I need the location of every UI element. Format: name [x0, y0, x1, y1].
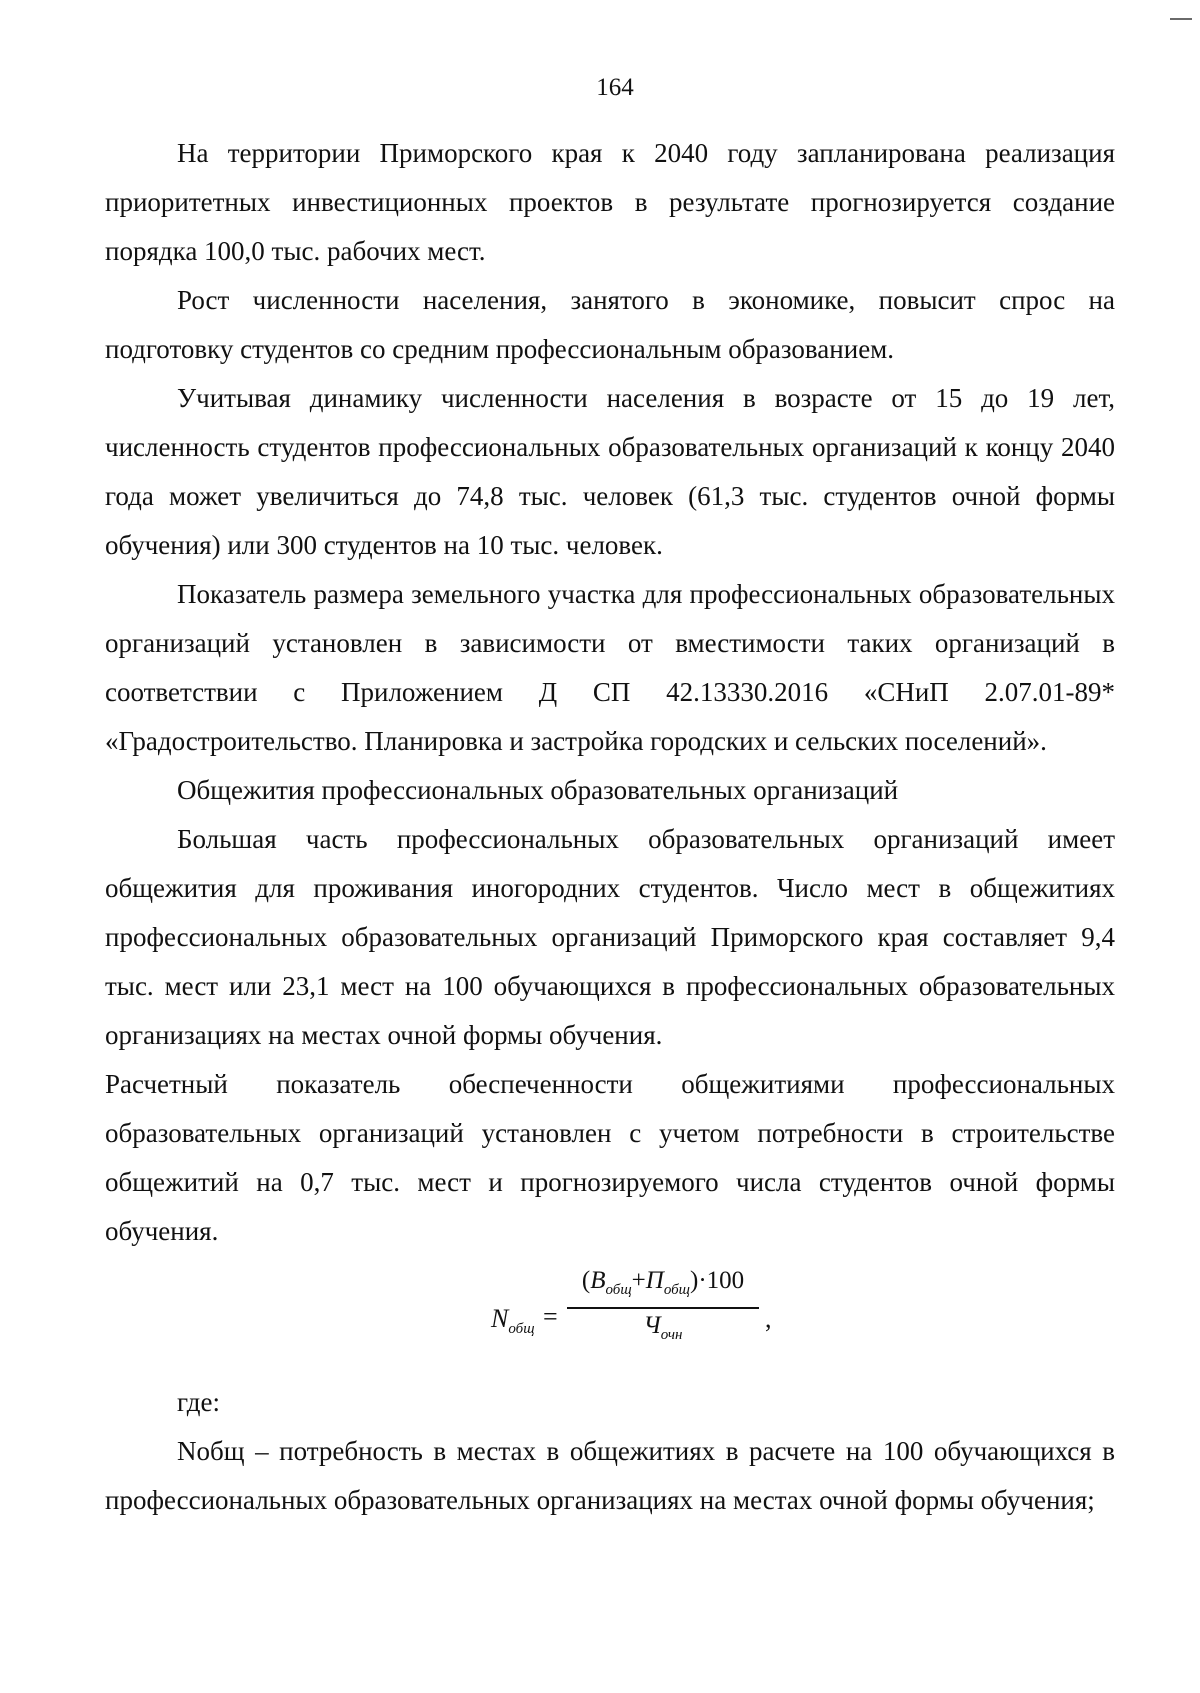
paragraph-investment-projects: На территории Приморского края к 2040 году запланирована реализация приоритетных инвестиционных проектов в результате прогнозируется создание порядка 100,0 тыс. рабочих мест. [105, 138, 1115, 266]
definition-symbol: Nобщ [177, 1436, 245, 1466]
formula-denominator: $Ч_{очн}$ [643, 1311, 683, 1343]
paragraph-student-dynamics: Учитывая динамику численности населения в возрасте от 15 до 19 лет, численность студентов профессиональных образовательных организаций к концу 2040 года может увеличиться до 74,8 тыс. человек (61,3 тыс. студентов очной формы обучения) или 300 студентов на 10 тыс. человек. [105, 383, 1115, 560]
document-body [105, 129, 1115, 1525]
paragraph-population-growth: Рост численности населения, занятого в экономике, повысит спрос на подготовку студентов со средним профессиональным образованием. [105, 285, 1115, 364]
paragraph-dormitory-indicator: Расчетный показатель обеспеченности общежитиями профессиональных образовательных организаций установлен с учетом потребности в строительстве общежитий на 0,7 тыс. мест и прогнозируемого числа студентов очной формы обучения. [105, 1069, 1115, 1246]
formula-dormitory-need [105, 1258, 1115, 1378]
formula-numerator: $(В_{общ}+П_{общ})\cdot 100$ [581, 1267, 745, 1298]
page-number: 164 [596, 74, 634, 101]
section-heading-dormitories: Общежития профессиональных образовательных организаций [177, 775, 899, 805]
formula-fraction [563, 1264, 763, 1352]
definition-text: – потребность в местах в общежитиях в расчете на 100 обучающихся в профессиональных образовательных организациях на местах очной формы обучения; [105, 1436, 1115, 1515]
where-label: где: [177, 1387, 220, 1417]
page-edge-mark [1170, 18, 1192, 20]
formula-comma: , [765, 1304, 772, 1333]
paragraph-land-plot-indicator: Показатель размера земельного участка для профессиональных образовательных организаций установлен в зависимости от вместимости таких организаций в соответствии с Приложением Д СП 42.13330.2016 «СНиП 2.07.01-89* «Градостроительство. Планировка и застройка городских и сельских поселений». [105, 579, 1115, 756]
definition-n-dormitory [105, 1427, 1115, 1525]
formula-equals: = [543, 1302, 558, 1331]
formula-lhs: $N_{общ}$ [491, 1304, 535, 1338]
paragraph-dormitory-capacity: Большая часть профессиональных образовательных организаций имеет общежития для проживания иногородних студентов. Число мест в общежитиях профессиональных образовательных организаций Приморского края составляет 9,4 тыс. мест или 23,1 мест на 100 обучающихся в профессиональных образовательных организациях на местах очной формы обучения. [105, 824, 1115, 1050]
